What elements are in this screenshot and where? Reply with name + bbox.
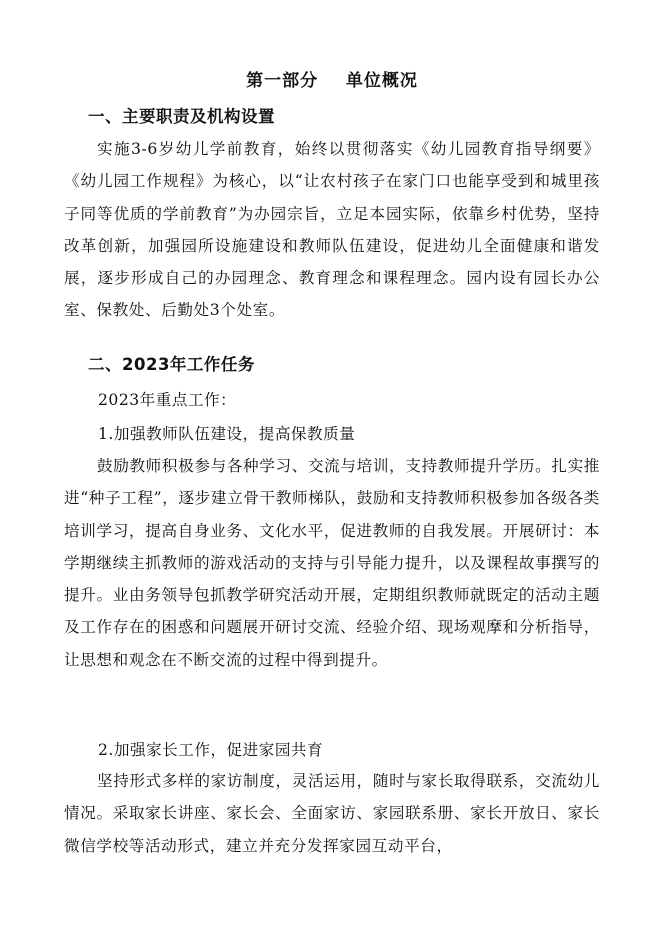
- paragraph-task-1: 鼓励教师积极参与各种学习、交流与培训，支持教师提升学历。扎实推进“种子工程”，逐步建立骨干教师梯队，鼓励和支持教师积极参加各级各类培训学习，提高自身业务、文化水平，促进教师的自我发展。开展研讨：本学期继续主抓教师的游戏活动的支持与引导能力提升，以及课程故事撰写的提升。业由务领导包抓教学研究活动开展，定期组织教师就既定的活动主题及工作存在的困惑和问题展开研讨交流、经验介绍、现场观摩和分析指导，让思想和观念在不断交流的过程中得到提升。: [64, 457, 600, 669]
- task-2-title: 2.加强家长工作，促进家园共育: [98, 741, 324, 759]
- page-title: 第一部分 单位概况: [246, 71, 418, 91]
- section-heading-tasks: 二、2023年工作任务: [88, 355, 255, 374]
- section-heading-duties: 一、主要职责及机构设置: [88, 107, 275, 126]
- task-1-title: 1.加强教师队伍建设，提高保教质量: [98, 425, 356, 443]
- tasks-intro: 2023年重点工作：: [98, 391, 237, 409]
- paragraph-task-2: 坚持形式多样的家访制度，灵活运用，随时与家长取得联系，交流幼儿情况。采取家长讲座、家长会、全面家访、家园联系册、家长开放日、家长微信学校等活动形式，建立并充分发挥家园互动平台，: [64, 772, 600, 855]
- paragraph-duties: 实施3-6岁幼儿学前教育，始终以贯彻落实《幼儿园教育指导纲要》《幼儿园工作规程》为核心，以“让农村孩子在家门口也能享受到和城里孩子同等优质的学前教育”为办园宗旨，立足本园实际，依靠乡村优势，坚持改革创新，加强园所设施建设和教师队伍建设，促进幼儿全面健康和谐发展，逐步形成自己的办园理念、教育理念和课程理念。园内设有园长办公室、保教处、后勤处3个处室。: [64, 140, 600, 320]
